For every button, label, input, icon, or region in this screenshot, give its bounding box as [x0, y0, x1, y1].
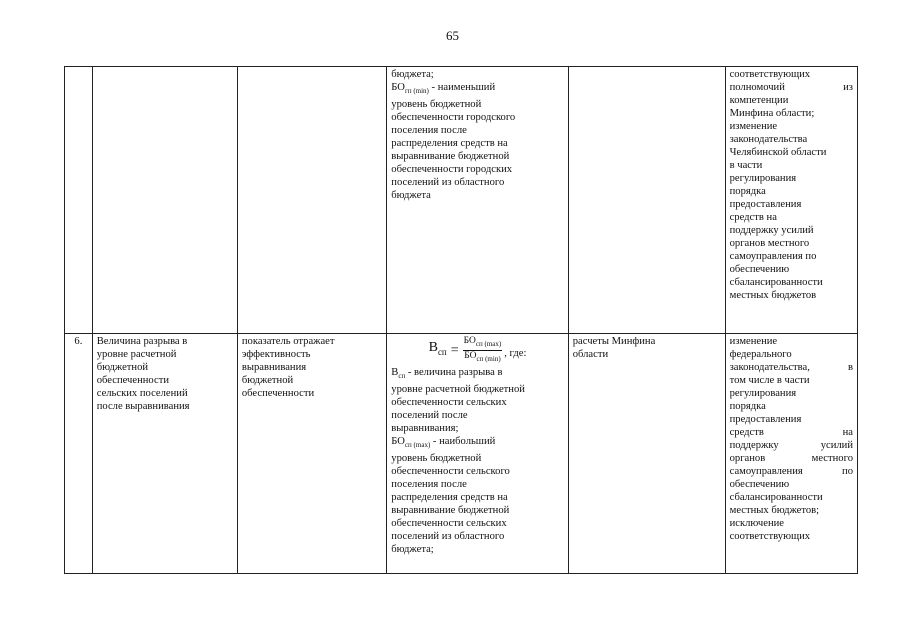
data-source-cell: [568, 334, 725, 574]
formula-text-line: уровень бюджетной: [391, 453, 482, 465]
change-basis-line: изменение: [729, 336, 778, 347]
change-basis-line: сбалансированности: [729, 277, 823, 288]
formula-equals: =: [450, 342, 459, 358]
data-source-cell: [568, 67, 725, 334]
formula-text-line: обеспеченности городского: [391, 112, 516, 124]
page-number: 65: [446, 28, 459, 43]
change-basis-line: местных бюджетов: [729, 290, 817, 301]
change-basis-line: соответствующих: [729, 531, 811, 542]
data-source-line: расчеты Минфина: [572, 336, 656, 347]
formula-text-line: $БО_{гп (min)}$ - наименьший: [391, 82, 496, 96]
formula-cell: [387, 334, 568, 574]
change-basis-line: предоставления: [729, 414, 802, 425]
change-basis-line: предоставления: [729, 199, 802, 210]
formula-fraction: [463, 336, 503, 365]
change-basis-line: порядка: [729, 186, 766, 197]
change-basis-line: регулирования: [729, 388, 797, 399]
change-basis-line: Челябинской области: [729, 147, 827, 158]
row-number: 6.: [65, 334, 93, 574]
indicator-description-cell: [237, 334, 386, 574]
change-basis-line: органов местного: [729, 238, 810, 249]
formula-text-line: поселения после: [391, 479, 467, 491]
formula-text-line: поселений после: [391, 410, 468, 422]
indicator-name-cell: [92, 67, 237, 334]
formula-text-line: распределения средств на: [391, 492, 508, 504]
formula-text-line: уровень бюджетной: [391, 99, 482, 111]
change-basis-line: федерального: [729, 349, 792, 360]
change-basis-line: том числе в части: [729, 375, 810, 386]
indicator-name-line: бюджетной: [96, 362, 149, 373]
indicator-name-line: Величина разрыва в: [96, 336, 188, 347]
formula-text-line: бюджета;: [391, 69, 434, 80]
indicator-description-cell: [237, 67, 386, 334]
data-source-line: области: [572, 349, 609, 360]
indicator-description-line: обеспеченности: [241, 388, 315, 399]
change-basis-line: органов местного: [729, 453, 853, 464]
change-basis-line: средств на: [729, 212, 777, 223]
indicator-description-line: выравнивания: [241, 362, 307, 373]
change-basis-line: регулирования: [729, 173, 797, 184]
change-basis-line: компетенции: [729, 95, 789, 106]
formula-text-line: распределения средств на: [391, 138, 508, 150]
formula-text-line: обеспеченности сельского: [391, 466, 510, 478]
change-basis-line: обеспечению: [729, 264, 790, 275]
indicator-description-line: эффективность: [241, 349, 311, 360]
change-basis-line: законодательства: [729, 134, 808, 145]
change-basis-line: изменение: [729, 121, 778, 132]
change-basis-line: исключение: [729, 518, 784, 529]
table-row: [65, 67, 858, 334]
change-basis-line: сбалансированности: [729, 492, 823, 503]
change-basis-line: поддержку усилий: [729, 225, 814, 236]
change-basis-line: полномочий из: [729, 82, 853, 93]
formula-denominator: $БО_{сп (min)}$: [464, 350, 501, 363]
formula-text-line: выравнивание бюджетной: [391, 505, 510, 517]
change-basis-line: самоуправления по: [729, 466, 853, 477]
indicator-name-line: обеспеченности: [96, 375, 169, 386]
change-basis-line: местных бюджетов;: [729, 505, 820, 516]
change-basis-line: законодательства, в: [729, 362, 853, 373]
formula-text-line: $В_{сп}$ - величина разрыва в: [391, 367, 503, 381]
change-basis-cell: [725, 334, 857, 574]
indicator-name-line: уровне расчетной: [96, 349, 177, 360]
formula-tail: , где:: [504, 347, 527, 359]
formula-text-line: выравнивание бюджетной: [391, 151, 510, 163]
formula-text-line: выравнивания;: [391, 423, 459, 435]
formula-text-line: бюджета;: [391, 544, 434, 556]
row-number: [65, 67, 93, 334]
formula-text-line: обеспеченности городских: [391, 164, 513, 176]
indicator-description-line: показатель отражает: [241, 336, 335, 347]
formula-cell: [387, 67, 568, 334]
change-basis-line: средств на: [729, 427, 853, 438]
formula-text-line: обеспеченности сельских: [391, 397, 507, 409]
indicator-name-line: после выравнивания: [96, 401, 190, 412]
change-basis-line: самоуправления по: [729, 251, 817, 262]
formula-text-line: уровне расчетной бюджетной: [391, 384, 525, 396]
change-basis-line: Минфина области;: [729, 108, 815, 119]
change-basis-line: порядка: [729, 401, 766, 412]
indicators-table: [64, 66, 858, 574]
change-basis-line: поддержку усилий: [729, 440, 853, 451]
formula-text-line: поселений из областного: [391, 531, 505, 543]
formula-numerator: $БО_{сп (max)}$: [463, 336, 503, 351]
formula-text-line: $БО_{сп (max)}$ - наибольший: [391, 436, 496, 450]
formula-text-line: поселений из областного: [391, 177, 505, 189]
indicator-name-line: сельских поселений: [96, 388, 188, 399]
formula-text-line: поселения после: [391, 125, 467, 137]
change-basis-line: в части: [729, 160, 763, 171]
formula: [391, 335, 563, 365]
indicator-description-line: бюджетной: [241, 375, 294, 386]
change-basis-cell: [725, 67, 857, 334]
formula-text-line: бюджета: [391, 190, 431, 202]
formula-lhs: $В_{сп}$: [428, 340, 447, 357]
change-basis-line: соответствующих: [729, 69, 811, 80]
change-basis-line: обеспечению: [729, 479, 790, 490]
indicator-name-cell: [92, 334, 237, 574]
formula-text-line: обеспеченности сельских: [391, 518, 507, 530]
table-row: [65, 334, 858, 574]
